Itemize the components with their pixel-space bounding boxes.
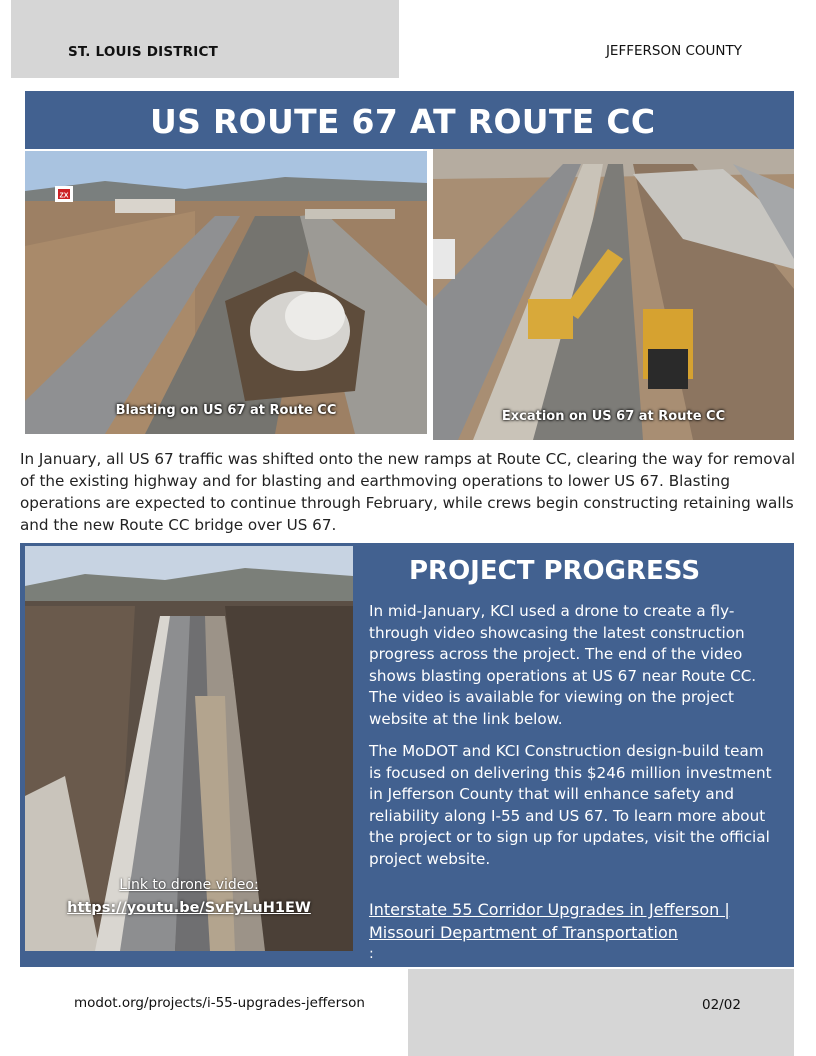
blasting-photo [25, 151, 427, 434]
footer-url[interactable]: modot.org/projects/i-55-upgrades-jefferson [74, 995, 365, 1011]
progress-trailing-colon: : [369, 946, 374, 962]
excavation-caption: Excation on US 67 at Route CC [501, 409, 726, 424]
blasting-caption: Blasting on US 67 at Route CC [115, 403, 337, 418]
page-number: 02/02 [702, 997, 741, 1013]
county-label: JEFFERSON COUNTY [605, 43, 742, 59]
zx-sign-text: ZX [59, 192, 69, 200]
progress-paragraph-2: The MoDOT and KCI Construction design-build team is focused on delivering this $246 million investment in Jefferson County that will enhance safety and reliability along I-55 and US 67. To learn more about the project or to sign up for updates, visit the official project website. [369, 742, 772, 868]
district-label: ST. LOUIS DISTRICT [68, 44, 219, 60]
progress-paragraph-1: In mid-January, KCI used a drone to create a fly-through video showcasing the latest construction progress across the project. The end of the video shows blasting operations at US 67 near Route CC. The video is available for viewing on the project website at the link below. [369, 602, 757, 728]
project-progress-title: PROJECT PROGRESS [409, 556, 701, 586]
drone-video-link[interactable]: https://youtu.be/SvFyLuH1EW [67, 900, 311, 916]
intro-paragraph: In January, all US 67 traffic was shifted onto the new ramps at Route CC, clearing the way for removal of the existing highway and for blasting and earthmoving operations to lower US 67. Blasting operations are expected to continue through February, while crews begin constructing retaining walls and the new Route CC bridge over US 67. [20, 450, 796, 534]
excavation-photo [433, 149, 794, 440]
drone-video-label: Link to drone video: [119, 877, 259, 893]
header-box [11, 0, 399, 78]
page-title: US ROUTE 67 AT ROUTE CC [150, 102, 656, 141]
project-website-link[interactable]: Interstate 55 Corridor Upgrades in Jefferson | Missouri Department of Transportation [369, 900, 730, 942]
drone-photo [25, 546, 353, 951]
